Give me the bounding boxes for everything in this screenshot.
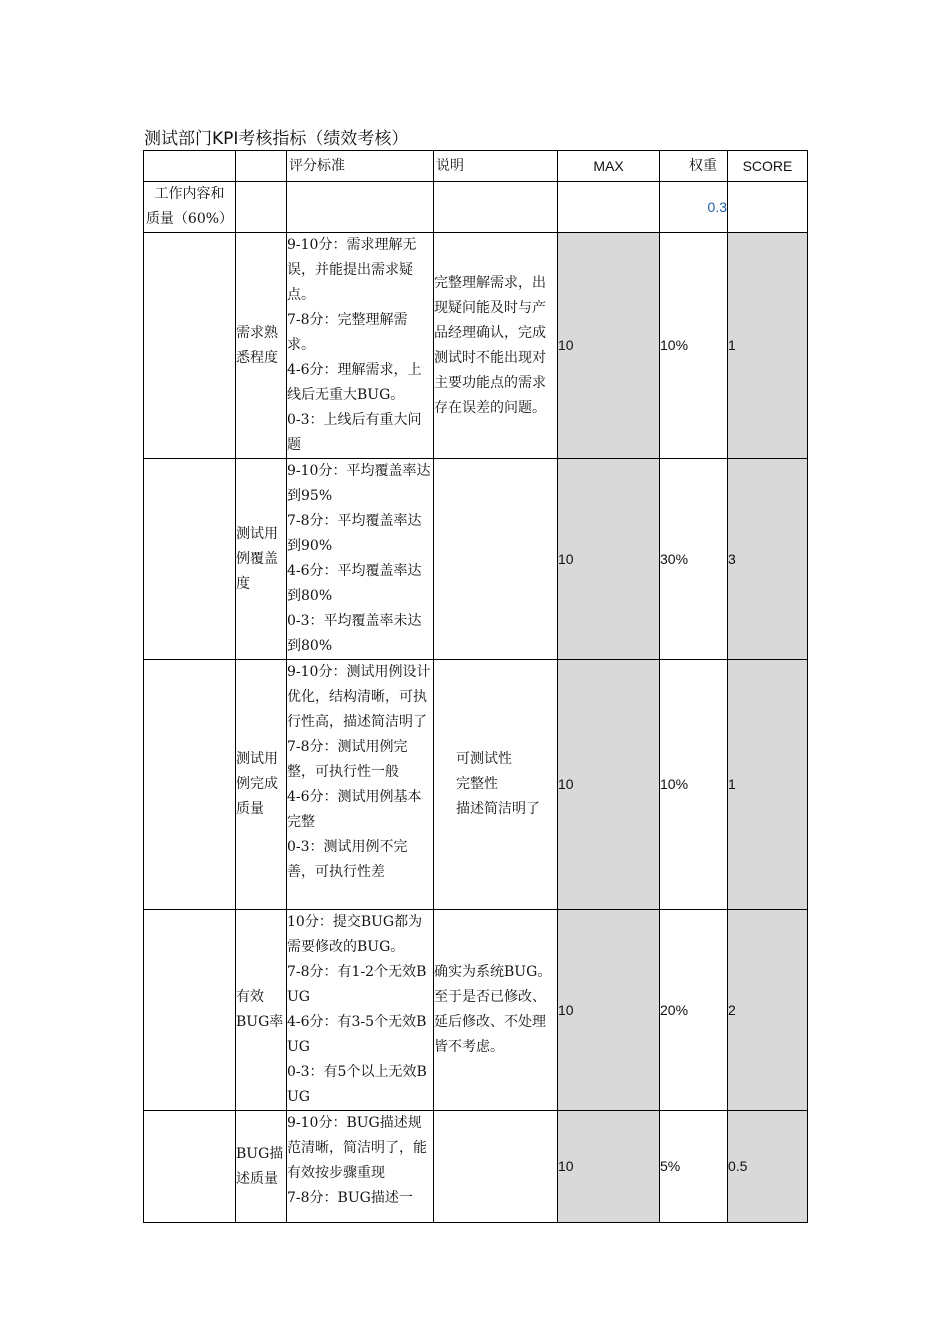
- section-label: 工作内容和 质量（60%）: [144, 182, 236, 233]
- explanation-cell: [434, 459, 558, 660]
- section-empty-2: [287, 182, 434, 233]
- max-cell: 10: [558, 459, 660, 660]
- max-cell: 10: [558, 1111, 660, 1223]
- criteria-cell: 9-10分：测试用例设计优化，结构清晰，可执行性高，描述简洁明了 7-8分：测试用例完整，可执行性一般 4-6分：测试用例基本完整 0-3：测试用例不完善，可执行性差: [287, 660, 434, 910]
- score-cell: 1: [728, 233, 808, 459]
- kpi-table: [143, 150, 808, 1223]
- header-weight: 权重: [660, 151, 728, 182]
- score-cell: 0.5: [728, 1111, 808, 1223]
- explanation-cell: [434, 1111, 558, 1223]
- criteria-cell: 9-10分：平均覆盖率达到95% 7-8分：平均覆盖率达到90% 4-6分：平均覆盖率达到80% 0-3：平均覆盖率未达到80%: [287, 459, 434, 660]
- explanation-cell: 确实为系统BUG。至于是否已修改、延后修改、不处理皆不考虑。: [434, 910, 558, 1111]
- header-explanation: 说明: [434, 151, 558, 182]
- weight-cell: 30%: [660, 459, 728, 660]
- item-name: 需求熟 悉程度: [236, 233, 287, 459]
- criteria-cell: 9-10分：BUG描述规范清晰，简洁明了，能有效按步骤重现 7-8分：BUG描述一: [287, 1111, 434, 1223]
- header-empty-2: [236, 151, 287, 182]
- row-empty-cell: [144, 660, 236, 910]
- weight-cell: 5%: [660, 1111, 728, 1223]
- explanation-cell: 完整理解需求，出现疑问能及时与产品经理确认，完成测试时不能出现对主要功能点的需求存在误差的问题。: [434, 233, 558, 459]
- section-empty-3: [434, 182, 558, 233]
- row-empty-cell: [144, 459, 236, 660]
- table-row: [144, 910, 808, 1111]
- score-cell: 1: [728, 660, 808, 910]
- max-cell: 10: [558, 910, 660, 1111]
- weight-cell: 20%: [660, 910, 728, 1111]
- section-empty-5: [728, 182, 808, 233]
- header-score: SCORE: [728, 151, 808, 182]
- criteria-cell: 9-10分：需求理解无误，并能提出需求疑点。 7-8分：完整理解需求。 4-6分：理解需求，上线后无重大BUG。 0-3：上线后有重大问题: [287, 233, 434, 459]
- section-empty-4: [558, 182, 660, 233]
- section-empty-1: [236, 182, 287, 233]
- header-criteria: 评分标准: [287, 151, 434, 182]
- max-cell: 10: [558, 660, 660, 910]
- page-title: 测试部门KPI考核指标（绩效考核）: [144, 129, 409, 149]
- header-row: [144, 151, 808, 182]
- header-empty-1: [144, 151, 236, 182]
- item-name: 测试用 例覆盖 度: [236, 459, 287, 660]
- table-row: [144, 1111, 808, 1223]
- item-name: 有效 BUG率: [236, 910, 287, 1111]
- weight-cell: 10%: [660, 233, 728, 459]
- section-row: [144, 182, 808, 233]
- criteria-cell: 10分：提交BUG都为需要修改的BUG。 7-8分：有1-2个无效BUG 4-6分：有3-5个无效BUG 0-3：有5个以上无效BUG: [287, 910, 434, 1111]
- table-row: [144, 660, 808, 910]
- header-max: MAX: [558, 151, 660, 182]
- item-name: BUG描 述质量: [236, 1111, 287, 1223]
- explanation-cell: 可测试性 完整性 描述简洁明了: [434, 660, 558, 910]
- item-name: 测试用 例完成 质量: [236, 660, 287, 910]
- section-weight: 0.3: [660, 182, 728, 233]
- max-cell: 10: [558, 233, 660, 459]
- row-empty-cell: [144, 910, 236, 1111]
- score-cell: 2: [728, 910, 808, 1111]
- table-row: [144, 459, 808, 660]
- row-empty-cell: [144, 1111, 236, 1223]
- table-row: [144, 233, 808, 459]
- score-cell: 3: [728, 459, 808, 660]
- weight-cell: 10%: [660, 660, 728, 910]
- row-empty-cell: [144, 233, 236, 459]
